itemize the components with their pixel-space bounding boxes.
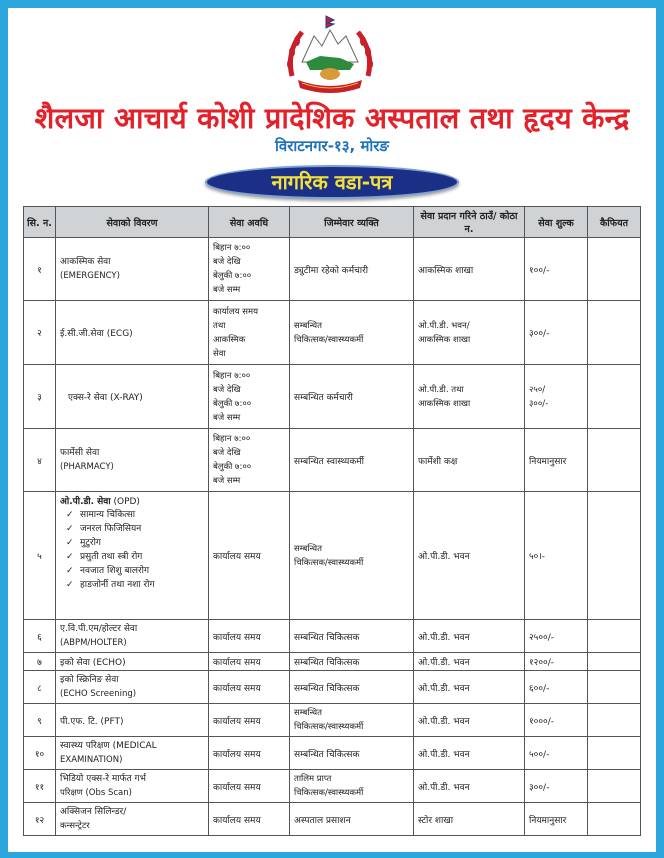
- service-name: ए.वि.पी.एम/होल्टर सेवा: [60, 624, 138, 634]
- col-responsible: जिम्मेवार व्यक्ति: [290, 207, 414, 238]
- service-name-en: EXAMINATION): [60, 755, 123, 765]
- row-remarks: [588, 653, 641, 671]
- row-responsible: सम्बन्धित चिकित्सक: [290, 620, 414, 653]
- row-service: पी.एफ. टि. (PFT): [56, 704, 209, 737]
- table-row: [24, 737, 641, 770]
- row-service: [56, 803, 209, 836]
- row-fee: १२००/-: [525, 653, 588, 671]
- row-fee: १०००/-: [525, 704, 588, 737]
- time-line: आकस्मिक: [213, 334, 246, 345]
- service-name-en: (OPD): [113, 497, 140, 507]
- location-line: ओ.पी.डी. भवन/: [418, 320, 470, 331]
- row-fee: ५०।-: [525, 492, 588, 620]
- checkmark-icon: ✓: [66, 538, 74, 548]
- time-line: कार्यालय समय: [213, 306, 259, 317]
- row-fee: नियमानुसार: [525, 429, 588, 492]
- responsible-line: तालिम प्राप्त: [294, 774, 332, 784]
- responsible-line: चिकित्सक/स्वास्थ्यकर्मी: [294, 788, 364, 798]
- row-remarks: [588, 238, 641, 301]
- service-name: इको स्क्रिनिङ सेवा: [60, 675, 119, 685]
- row-sn: ११: [24, 770, 56, 803]
- time-line: बजे देखि: [213, 448, 241, 458]
- row-time: कार्यालय समय: [209, 492, 290, 620]
- row-sn: ६: [24, 620, 56, 653]
- opd-item: जनरल फिजिसियन: [80, 524, 142, 534]
- service-name: फार्मेसी सेवा: [60, 448, 100, 458]
- time-line: बजे सम्म: [213, 412, 241, 423]
- fee-line: ३००/-: [529, 398, 549, 409]
- time-line: बेलुकी ७:००: [213, 462, 252, 472]
- table-row: [24, 770, 641, 803]
- time-line: बजे देखि: [213, 257, 241, 267]
- list-item: [66, 509, 204, 522]
- row-responsible: सम्बन्धित चिकित्सक: [290, 671, 414, 704]
- row-sn: २: [24, 301, 56, 365]
- service-name-en: (EMERGENCY): [60, 271, 120, 281]
- row-time: कार्यालय समय: [209, 704, 290, 737]
- fee-line: २५०/: [529, 384, 546, 395]
- responsible-line: सम्बन्धित: [294, 708, 322, 718]
- row-location: ओ.पी.डी. भवन: [414, 492, 525, 620]
- row-location: स्टोर शाखा: [414, 803, 525, 836]
- row-service: [56, 770, 209, 803]
- checkmark-icon: ✓: [66, 510, 74, 520]
- checkmark-icon: ✓: [66, 552, 74, 562]
- row-remarks: [588, 620, 641, 653]
- row-location: ओ.पी.डी. भवन: [414, 653, 525, 671]
- opd-list: [60, 509, 204, 592]
- opd-item: हाडजोर्नी तथा नशा रोग: [80, 580, 155, 590]
- row-responsible: अस्पताल प्रसाशन: [290, 803, 414, 836]
- row-time: [209, 365, 290, 429]
- checkmark-icon: ✓: [66, 566, 74, 576]
- row-service: [56, 429, 209, 492]
- row-location: [414, 365, 525, 429]
- col-location: सेवा प्रदान गरिने ठाउँ/ कोठा न.: [414, 207, 525, 238]
- table-row: [24, 429, 641, 492]
- row-remarks: [588, 770, 641, 803]
- row-sn: ९: [24, 704, 56, 737]
- row-fee: ६००/-: [525, 671, 588, 704]
- row-remarks: [588, 365, 641, 429]
- row-fee: ५००/-: [525, 737, 588, 770]
- opd-item: नवजात शिशु बालरोग: [80, 566, 150, 576]
- row-remarks: [588, 803, 641, 836]
- row-responsible: [290, 704, 414, 737]
- list-item: [66, 565, 204, 578]
- col-sn: सि. न.: [24, 207, 56, 238]
- row-sn: ५: [24, 492, 56, 620]
- location-line: आकस्मिक शाखा: [418, 334, 471, 345]
- table-row: [24, 620, 641, 653]
- table-row: [24, 803, 641, 836]
- service-name-en: (ABPM/HOLTER): [60, 638, 127, 648]
- citizen-charter-table: [23, 206, 641, 836]
- row-location: फार्मेशी कक्ष: [414, 429, 525, 492]
- table-row: [24, 653, 641, 671]
- row-time: कार्यालय समय: [209, 653, 290, 671]
- row-time: कार्यालय समय: [209, 737, 290, 770]
- row-responsible: सम्बन्धित चिकित्सक: [290, 653, 414, 671]
- row-fee: २५००/-: [525, 620, 588, 653]
- time-line: तथा: [213, 320, 226, 331]
- row-time: [209, 429, 290, 492]
- time-line: बिहान ७:००: [213, 370, 251, 381]
- row-time: कार्यालय समय: [209, 803, 290, 836]
- citizen-charter-banner: नागरिक वडा-पत्र: [205, 165, 459, 199]
- row-responsible: सम्बन्धित चिकित्सक: [290, 737, 414, 770]
- col-service: सेवाको विवरण: [56, 207, 209, 238]
- row-time: [209, 238, 290, 301]
- row-location: ओ.पी.डी. भवन: [414, 620, 525, 653]
- time-line: बजे सम्म: [213, 285, 241, 295]
- time-line: बजे देखि: [213, 384, 241, 395]
- hospital-title: शैलजा आचार्य कोशी प्रादेशिक अस्पताल तथा हृदय केन्द्र: [34, 101, 630, 135]
- row-responsible: [290, 770, 414, 803]
- row-responsible: [290, 492, 414, 620]
- row-time: कार्यालय समय: [209, 770, 290, 803]
- responsible-line: सम्बन्धित: [294, 543, 322, 554]
- list-item: [66, 523, 204, 536]
- col-fee: सेवा शुल्क: [525, 207, 588, 238]
- time-line: बजे सम्म: [213, 476, 241, 486]
- row-sn: ८: [24, 671, 56, 704]
- table-row: [24, 365, 641, 429]
- row-service: ई.सी.जी.सेवा (ECG): [56, 301, 209, 365]
- row-location: आकस्मिक शाखा: [414, 238, 525, 301]
- row-fee: [525, 365, 588, 429]
- row-service: [56, 737, 209, 770]
- service-name: भिडियो एक्स-रे मार्फत गर्भ: [60, 774, 146, 784]
- service-name: अक्सिजन सिलिन्डर/: [60, 807, 127, 817]
- table-row: [24, 671, 641, 704]
- row-location: ओ.पी.डी. भवन: [414, 770, 525, 803]
- time-line: बेलुकी ७:००: [213, 271, 252, 281]
- col-remarks: कैफियत: [588, 207, 641, 238]
- row-time: [209, 301, 290, 365]
- row-service: [56, 671, 209, 704]
- table-row: [24, 492, 641, 620]
- row-sn: ७: [24, 653, 56, 671]
- nepal-emblem-icon: [280, 14, 380, 94]
- service-name-en: (ECHO Screening): [60, 689, 137, 699]
- checkmark-icon: ✓: [66, 580, 74, 590]
- row-sn: १०: [24, 737, 56, 770]
- responsible-line: सम्बन्धित: [294, 320, 322, 331]
- opd-item: मुटुरोग: [80, 538, 101, 548]
- opd-item: प्रसुती तथा स्त्री रोग: [80, 552, 143, 562]
- row-fee: ३००/-: [525, 770, 588, 803]
- row-service: एक्स-रे सेवा (X-RAY): [56, 365, 209, 429]
- row-fee: ३००/-: [525, 301, 588, 365]
- row-sn: १: [24, 238, 56, 301]
- list-item: [66, 579, 204, 592]
- list-item: [66, 551, 204, 564]
- row-fee: नियमानुसार: [525, 803, 588, 836]
- row-responsible: [290, 301, 414, 365]
- row-remarks: [588, 671, 641, 704]
- list-item: [66, 537, 204, 550]
- time-line: बिहान ७:००: [213, 434, 251, 444]
- responsible-line: चिकित्सक/स्वास्थ्यकर्मी: [294, 557, 364, 568]
- row-location: ओ.पी.डी. भवन: [414, 671, 525, 704]
- time-line: बेलुकी ७:००: [213, 398, 252, 409]
- service-name: आकस्मिक सेवा: [60, 257, 111, 267]
- col-time: सेवा अवधि: [209, 207, 290, 238]
- row-remarks: [588, 737, 641, 770]
- hospital-address: विराटनगर-१३, मोरङ: [274, 137, 389, 155]
- table-row: [24, 238, 641, 301]
- service-name-en: (PHARMACY): [60, 462, 114, 472]
- table-row: [24, 704, 641, 737]
- row-location: ओ.पी.डी. भवन: [414, 737, 525, 770]
- table-row: [24, 301, 641, 365]
- row-remarks: [588, 429, 641, 492]
- time-line: सेवा: [213, 348, 226, 359]
- checkmark-icon: ✓: [66, 524, 74, 534]
- row-service: [56, 238, 209, 301]
- responsible-line: चिकित्सक/स्वास्थ्यकर्मी: [294, 722, 364, 732]
- row-responsible: सम्बन्धित स्वास्थ्यकर्मी: [290, 429, 414, 492]
- time-line: बिहान ७:००: [213, 243, 251, 253]
- row-time: कार्यालय समय: [209, 620, 290, 653]
- row-location: [414, 301, 525, 365]
- table-header-row: [24, 207, 641, 238]
- row-sn: ४: [24, 429, 56, 492]
- location-line: ओ.पी.डी. तथा: [418, 384, 464, 395]
- service-name: ओ.पी.डी. सेवा: [60, 497, 111, 507]
- row-location: ओ.पी.डी. भवन: [414, 704, 525, 737]
- row-service: [56, 620, 209, 653]
- location-line: आकस्मिक शाखा: [418, 398, 471, 409]
- service-name-en: परिक्षण (Obs Scan): [60, 788, 132, 798]
- row-remarks: [588, 704, 641, 737]
- row-responsible: सम्बन्धित कर्मचारी: [290, 365, 414, 429]
- row-remarks: [588, 301, 641, 365]
- opd-item: सामान्य चिकित्सा: [80, 510, 136, 520]
- row-responsible: ड्युटीमा रहेको कर्मचारी: [290, 238, 414, 301]
- row-service: [56, 492, 209, 620]
- service-name: स्वास्थ्य परिक्षण (MEDICAL: [60, 741, 157, 751]
- row-remarks: [588, 492, 641, 620]
- row-time: कार्यालय समय: [209, 671, 290, 704]
- row-sn: ३: [24, 365, 56, 429]
- row-sn: १२: [24, 803, 56, 836]
- service-name-en: कन्सन्ट्रेटर: [60, 821, 90, 831]
- row-fee: १००/-: [525, 238, 588, 301]
- row-service: इको सेवा (ECHO): [56, 653, 209, 671]
- responsible-line: चिकित्सक/स्वास्थ्यकर्मी: [294, 334, 364, 345]
